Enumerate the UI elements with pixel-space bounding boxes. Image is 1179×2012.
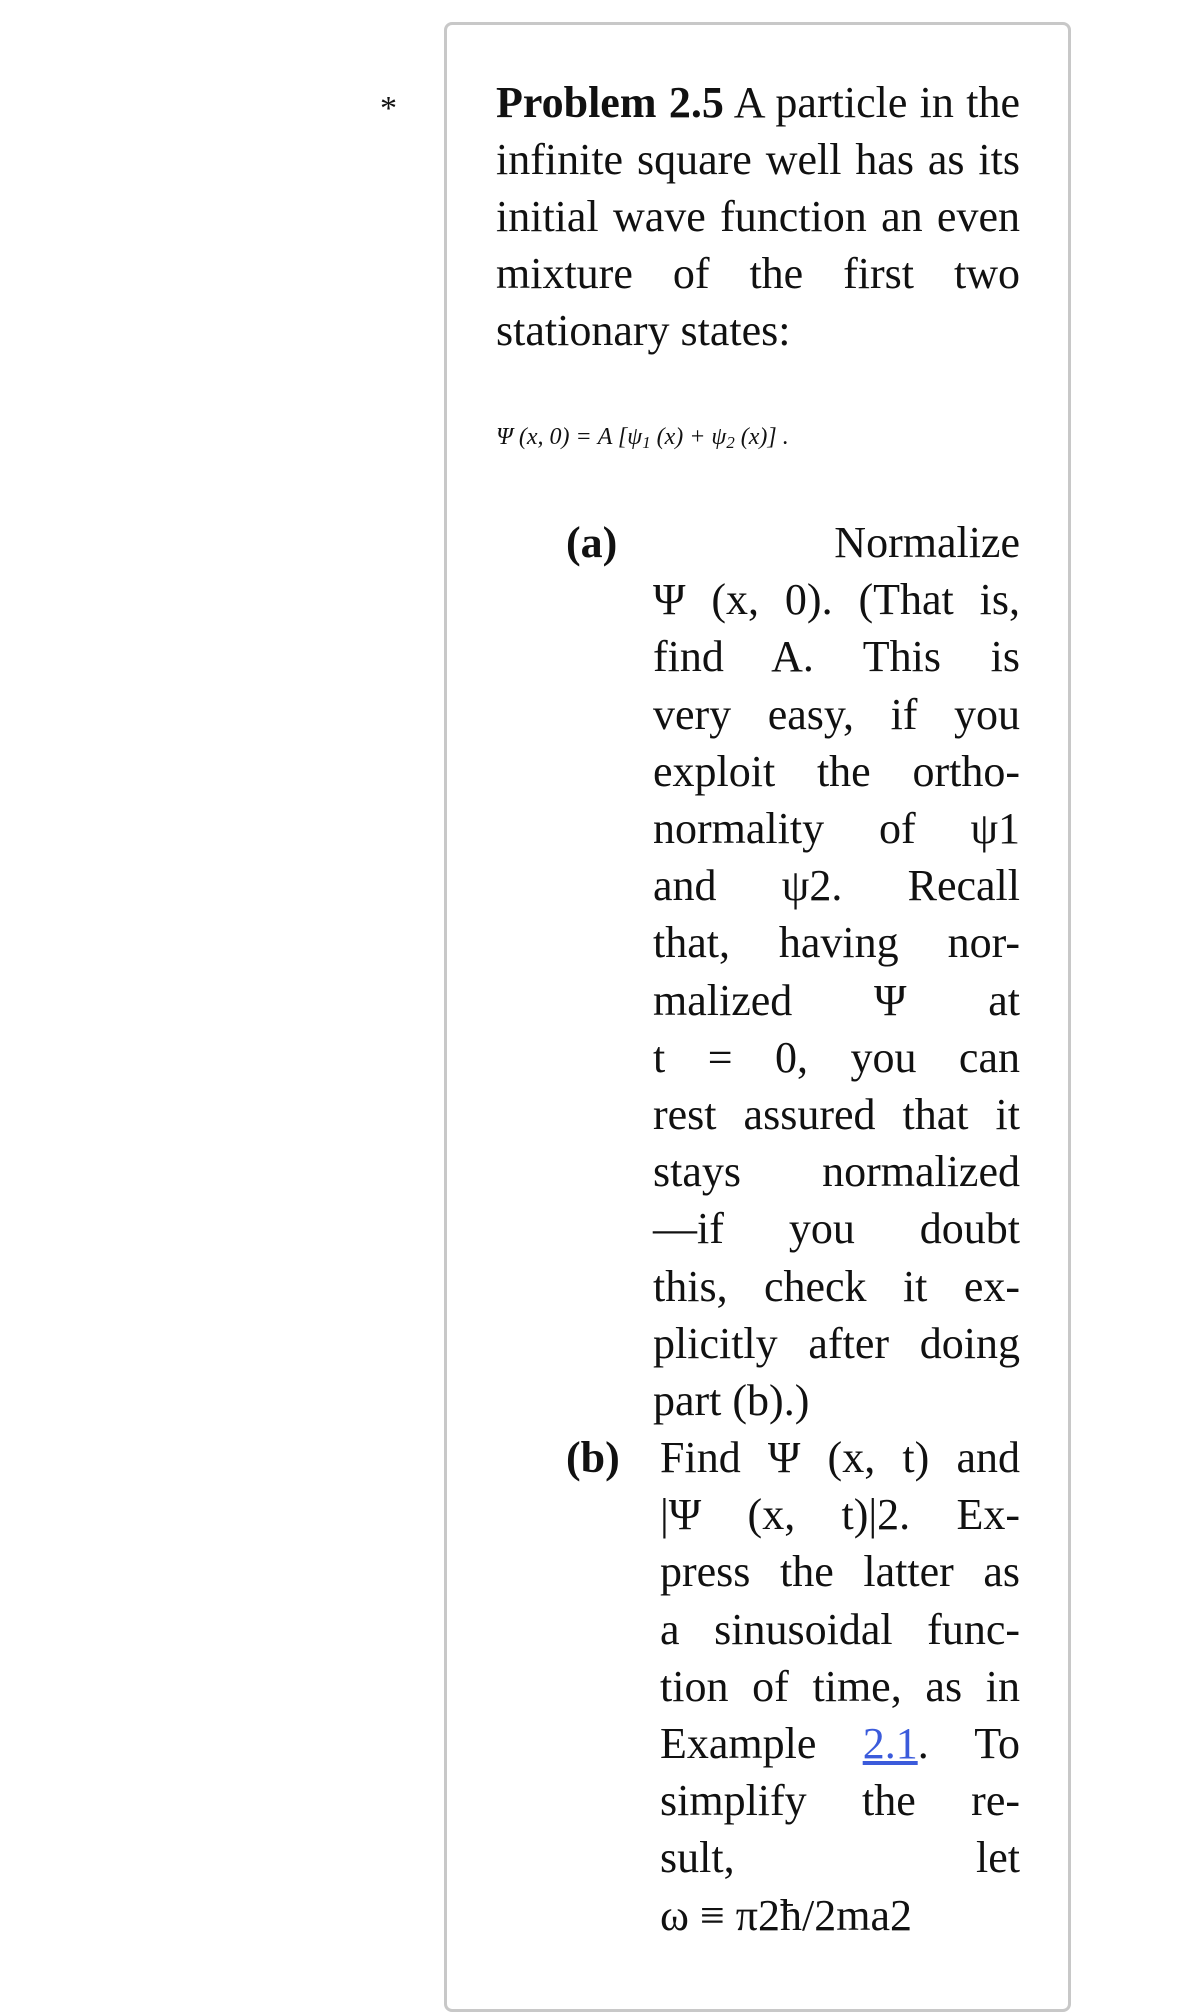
part-b-text	[660, 1429, 1020, 1944]
part-a-line: stays normalized	[653, 1147, 1020, 1197]
part-a-line: plicitly after doing	[653, 1318, 1020, 1368]
part-a-line: exploit the ortho-	[653, 746, 1020, 796]
part-b-line: sult, let	[660, 1833, 1020, 1883]
part-a-line: find A. This is	[653, 632, 1020, 682]
part-b-line: Find Ψ (x, t) and	[660, 1433, 1020, 1482]
problem-star-marker: *	[380, 90, 397, 127]
part-a-line: part (b).)	[653, 1376, 810, 1426]
part-b-line: press the latter as	[660, 1547, 1020, 1597]
problem-intro-text: A particle in the infinite square well has as its initial wave function an even mixture of the first two stationary states:	[496, 78, 1020, 355]
part-a-line: t = 0, you can	[653, 1032, 1020, 1082]
part-a-line: malized Ψ at	[653, 975, 1020, 1025]
part-b-line: simplify the re-	[660, 1776, 1020, 1826]
part-b-line: |Ψ (x, t)|2. Ex-	[660, 1490, 1020, 1540]
part-a-line: Normalize	[834, 518, 1020, 567]
part-a-text	[653, 514, 1020, 1429]
part-a-line: Ψ (x, 0). (That is,	[653, 575, 1020, 625]
part-b-label: (b)	[566, 1433, 620, 1482]
part-b-line: tion of time, as in	[660, 1661, 1020, 1711]
part-a-line: this, check it ex-	[653, 1261, 1020, 1311]
part-a-line: —if you doubt	[653, 1204, 1020, 1254]
part-b-line example-link-line: Example 2.1. To	[660, 1719, 1020, 1769]
part-a-line: rest assured that it	[653, 1090, 1020, 1140]
initial-wavefunction-equation: Ψ (x, 0) = A [$\psi_1$ $(x) + \psi_2$ (x)] .	[496, 424, 789, 453]
part-b-line: a sinusoidal func-	[660, 1604, 1020, 1654]
problem-intro	[496, 74, 1020, 359]
problem-title: Problem 2.5	[496, 78, 724, 127]
part-b-line: ω ≡ π2ħ/2ma2	[660, 1890, 912, 1940]
part-a-line: very easy, if you	[653, 689, 1020, 739]
part-a-line: that, having nor-	[653, 918, 1020, 968]
part-a-line: normality of ψ1	[653, 804, 1020, 854]
part-a-line: and ψ2. Recall	[653, 861, 1020, 911]
part-a-label: (a)	[566, 518, 618, 567]
example-2-1-link[interactable]: 2.1	[862, 1719, 918, 1769]
